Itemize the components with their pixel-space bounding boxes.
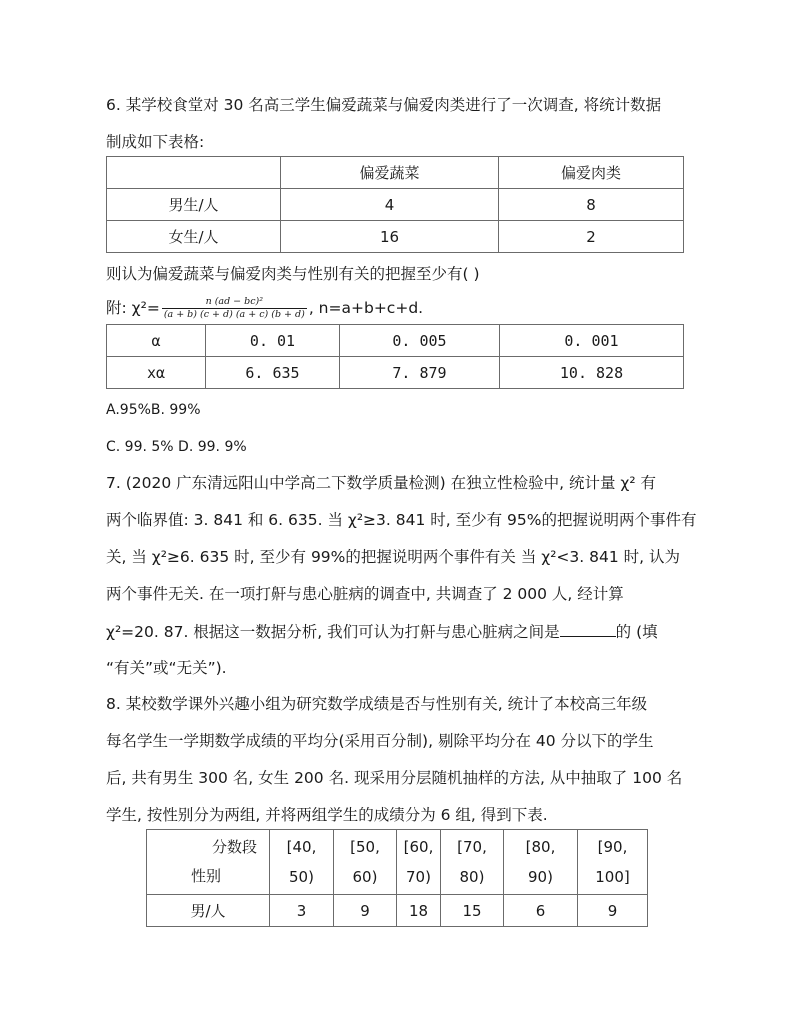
interval-top: [70, <box>457 838 487 856</box>
critical-value-table <box>106 324 684 389</box>
table-row <box>107 189 684 221</box>
table-cell: 4 <box>281 189 499 221</box>
q6-question: 则认为偏爱蔬菜与偏爱肉类与性别有关的把握至少有( ) <box>106 265 480 283</box>
table-cell: 0. 005 <box>340 325 500 357</box>
formula-numerator: n (ad − bc)² <box>162 296 307 309</box>
table-cell: 男生/人 <box>107 189 281 221</box>
q8-line-4: 学生, 按性别分为两组, 并将两组学生的成绩分为 6 组, 得到下表. <box>106 806 548 824</box>
table-row <box>107 221 684 253</box>
table-header-cell: 偏爱蔬菜 <box>281 157 499 189</box>
interval-bottom: 70) <box>406 868 431 886</box>
interval-top: [50, <box>350 838 380 856</box>
corner-label-gender: 性别 <box>191 867 222 885</box>
q8-line-1: 8. 某校数学课外兴趣小组为研究数学成绩是否与性别有关, 统计了本校高三年级 <box>106 695 648 713</box>
table-cell: 9 <box>578 895 648 927</box>
interval-bottom: 60) <box>352 868 378 886</box>
table-header-cell: 偏爱肉类 <box>499 157 684 189</box>
q6-options-ab: A.95%B. 99% <box>106 402 201 418</box>
chi-square-formula <box>106 296 423 321</box>
table-header-cell <box>270 830 334 895</box>
table-header-row <box>107 157 684 189</box>
table-cell: 8 <box>499 189 684 221</box>
q6-options-cd: C. 99. 5% D. 99. 9% <box>106 439 247 455</box>
q7-line-5 <box>106 621 658 642</box>
table-cell: 男/人 <box>147 895 270 927</box>
table-cell: 7. 879 <box>340 357 500 389</box>
q7-line-6: “有关”或“无关”). <box>106 659 227 677</box>
table-header-cell <box>578 830 648 895</box>
table-cell: 15 <box>441 895 504 927</box>
formula-fraction <box>162 296 307 321</box>
table-cell: 10. 828 <box>500 357 684 389</box>
preference-table <box>106 156 684 253</box>
table-header-cell <box>334 830 397 895</box>
interval-bottom: 80) <box>459 868 485 886</box>
table-header-cell <box>441 830 504 895</box>
interval-top: [60, <box>403 838 434 856</box>
table-row <box>147 895 648 927</box>
interval-bottom: 90) <box>528 868 553 886</box>
formula-prefix: 附: χ²= <box>106 299 160 317</box>
q7-line-1: 7. (2020 广东清远阳山中学高二下数学质量检测) 在独立性检验中, 统计量 χ² 有 <box>106 474 656 492</box>
table-cell: 6 <box>504 895 578 927</box>
formula-denominator: (a + b) (c + d) (a + c) (b + d) <box>163 309 305 320</box>
table-row <box>107 357 684 389</box>
interval-top: [90, <box>597 838 628 856</box>
q7-line-3: 关, 当 χ²≥6. 635 时, 至少有 99%的把握说明两个事件有关 当 χ²<3. 841 时, 认为 <box>106 548 680 566</box>
table-cell: 16 <box>281 221 499 253</box>
interval-top: [40, <box>286 838 317 856</box>
table-header-cell <box>397 830 441 895</box>
interval-bottom: 50) <box>289 868 314 886</box>
table-cell: 0. 001 <box>500 325 684 357</box>
q8-line-3: 后, 共有男生 300 名, 女生 200 名. 现采用分层随机抽样的方法, 从中抽取了 100 名 <box>106 769 683 787</box>
table-header-cell <box>504 830 578 895</box>
table-cell: 18 <box>397 895 441 927</box>
table-cell: 2 <box>499 221 684 253</box>
q7-line-5-tail: 的 (填 <box>615 623 658 641</box>
table-cell: 女生/人 <box>107 221 281 253</box>
q7-line-5-text: χ²=20. 87. 根据这一数据分析, 我们可认为打鼾与患心脏病之间是 <box>106 623 560 641</box>
q8-line-2: 每名学生一学期数学成绩的平均分(采用百分制), 剔除平均分在 40 分以下的学生 <box>106 732 654 750</box>
table-row <box>107 325 684 357</box>
interval-bottom: 100] <box>595 868 630 886</box>
score-distribution-table <box>146 829 648 927</box>
corner-label-score: 分数段 <box>211 838 257 856</box>
table-cell: 3 <box>270 895 334 927</box>
q6-line-2: 制成如下表格: <box>106 133 205 151</box>
table-cell: 6. 635 <box>206 357 340 389</box>
answer-blank[interactable] <box>560 621 616 637</box>
q7-line-4: 两个事件无关. 在一项打鼾与患心脏病的调查中, 共调查了 2 000 人, 经计算 <box>106 585 624 603</box>
table-cell: xα <box>107 357 206 389</box>
formula-suffix: , n=a+b+c+d. <box>308 299 424 317</box>
table-header-row <box>147 830 648 895</box>
table-cell: 9 <box>334 895 397 927</box>
interval-top: [80, <box>525 838 556 856</box>
table-corner-cell <box>147 830 270 895</box>
table-cell: α <box>107 325 206 357</box>
table-cell: 0. 01 <box>206 325 340 357</box>
q6-line-1: 6. 某学校食堂对 30 名高三学生偏爱蔬菜与偏爱肉类进行了一次调查, 将统计数据 <box>106 96 662 114</box>
table-header-cell <box>107 157 281 189</box>
q7-line-2: 两个临界值: 3. 841 和 6. 635. 当 χ²≥3. 841 时, 至少有 95%的把握说明两个事件有 <box>106 511 697 529</box>
